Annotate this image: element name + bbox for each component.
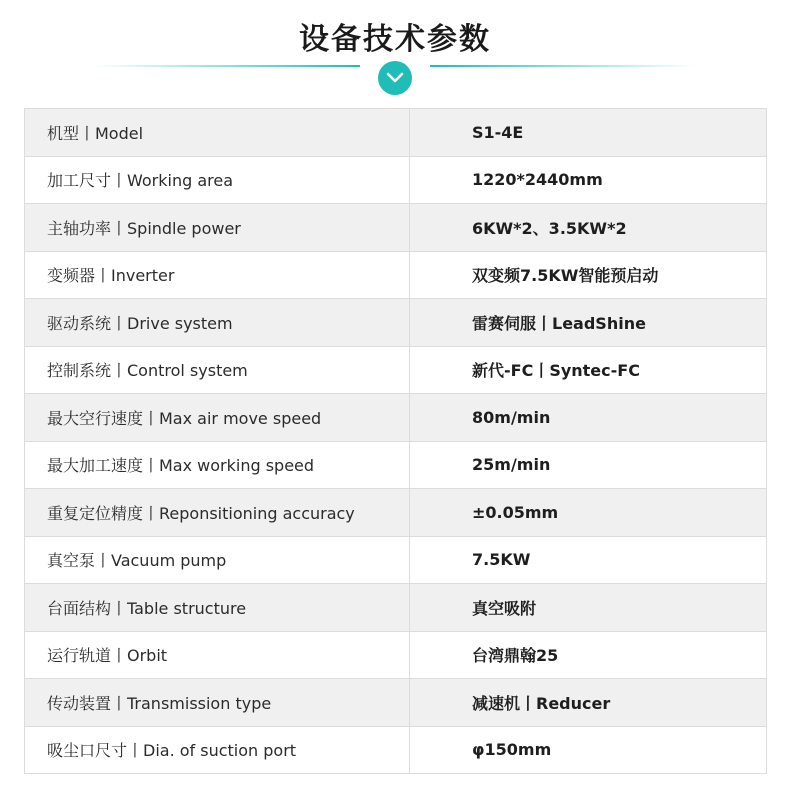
spec-value: 真空吸附: [410, 584, 767, 632]
spec-value: 25m/min: [410, 441, 767, 489]
spec-label: 机型丨Model: [25, 109, 410, 157]
chevron-down-icon: [378, 61, 412, 95]
table-row: [25, 394, 767, 442]
title-divider-right: [430, 65, 695, 67]
page-title: 设备技术参数: [299, 22, 491, 57]
spec-value: 7.5KW: [410, 536, 767, 584]
spec-label: 控制系统丨Control system: [25, 346, 410, 394]
spec-label: 重复定位精度丨Reponsitioning accuracy: [25, 489, 410, 537]
spec-label: 传动装置丨Transmission type: [25, 679, 410, 727]
table-row: [25, 679, 767, 727]
spec-label: 台面结构丨Table structure: [25, 584, 410, 632]
spec-value: 1220*2440mm: [410, 156, 767, 204]
table-row: [25, 726, 767, 774]
spec-value: 雷赛伺服丨LeadShine: [410, 299, 767, 347]
table-row: [25, 251, 767, 299]
table-row: [25, 441, 767, 489]
title-divider-left: [95, 65, 360, 67]
spec-value: 双变频7.5KW智能预启动: [410, 251, 767, 299]
spec-value: 80m/min: [410, 394, 767, 442]
spec-value: 新代-FC丨Syntec-FC: [410, 346, 767, 394]
spec-value: 台湾鼎翰25: [410, 631, 767, 679]
spec-value: ±0.05mm: [410, 489, 767, 537]
table-row: [25, 109, 767, 157]
table-row: [25, 489, 767, 537]
table-row: [25, 536, 767, 584]
table-row: [25, 204, 767, 252]
spec-value: 减速机丨Reducer: [410, 679, 767, 727]
table-row: [25, 631, 767, 679]
spec-label: 最大加工速度丨Max working speed: [25, 441, 410, 489]
spec-label: 运行轨道丨Orbit: [25, 631, 410, 679]
spec-label: 真空泵丨Vacuum pump: [25, 536, 410, 584]
table-row: [25, 156, 767, 204]
spec-value: φ150mm: [410, 726, 767, 774]
table-row: [25, 299, 767, 347]
spec-label: 变频器丨Inverter: [25, 251, 410, 299]
spec-label: 驱动系统丨Drive system: [25, 299, 410, 347]
spec-value: 6KW*2、3.5KW*2: [410, 204, 767, 252]
spec-value: S1-4E: [410, 109, 767, 157]
spec-label: 加工尺寸丨Working area: [25, 156, 410, 204]
table-row: [25, 346, 767, 394]
spec-label: 最大空行速度丨Max air move speed: [25, 394, 410, 442]
spec-label: 吸尘口尺寸丨Dia. of suction port: [25, 726, 410, 774]
spec-table: [24, 108, 767, 774]
table-row: [25, 584, 767, 632]
spec-label: 主轴功率丨Spindle power: [25, 204, 410, 252]
